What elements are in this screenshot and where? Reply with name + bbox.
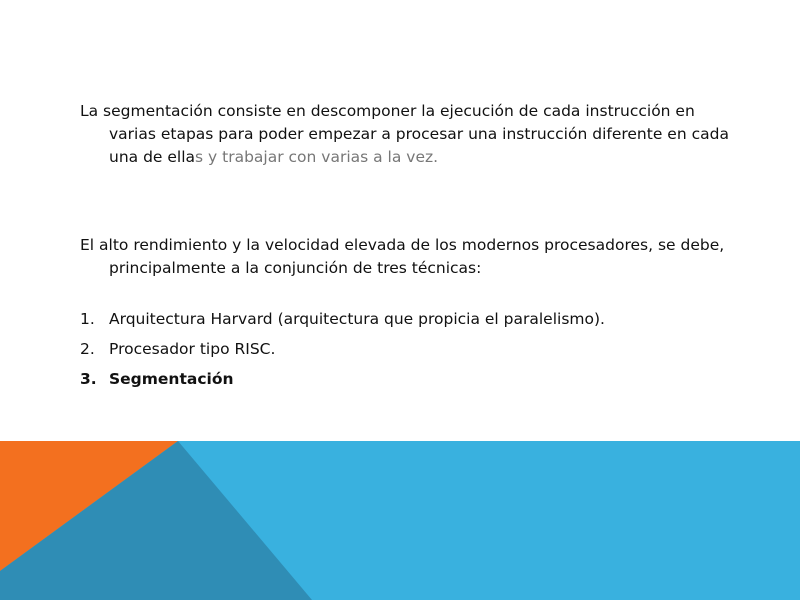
list-item xyxy=(80,338,740,368)
decorative-bottom-band xyxy=(0,441,800,600)
list-item-number: 2. xyxy=(80,340,95,358)
paragraph-line: varias etapas para poder empezar a procesar una instrucción diferente en cada xyxy=(109,125,729,143)
list-item-number: 3. xyxy=(80,370,97,388)
paragraph-line xyxy=(80,146,740,169)
list-item-text: Segmentación xyxy=(109,370,234,388)
paragraph-line: La segmentación consiste en descomponer la ejecución de cada instrucción en xyxy=(80,102,695,120)
paragraph-line: principalmente a la conjunción de tres técnicas: xyxy=(109,259,482,277)
list-item-text: Procesador tipo RISC. xyxy=(109,340,276,358)
list-item xyxy=(80,368,740,398)
techniques-list xyxy=(80,308,740,398)
paragraph-line: El alto rendimiento y la velocidad elevada de los modernos procesadores, se debe, xyxy=(80,236,725,254)
faded-paragraph-text: s y trabajar con varias a la vez. xyxy=(195,148,439,166)
list-item xyxy=(80,308,740,338)
performance-paragraph xyxy=(80,234,740,280)
list-item-text: Arquitectura Harvard (arquitectura que propicia el paralelismo). xyxy=(109,310,605,328)
segmentation-definition-paragraph xyxy=(80,100,740,169)
paragraph-text: una de ella xyxy=(109,148,196,166)
list-item-number: 1. xyxy=(80,310,95,328)
